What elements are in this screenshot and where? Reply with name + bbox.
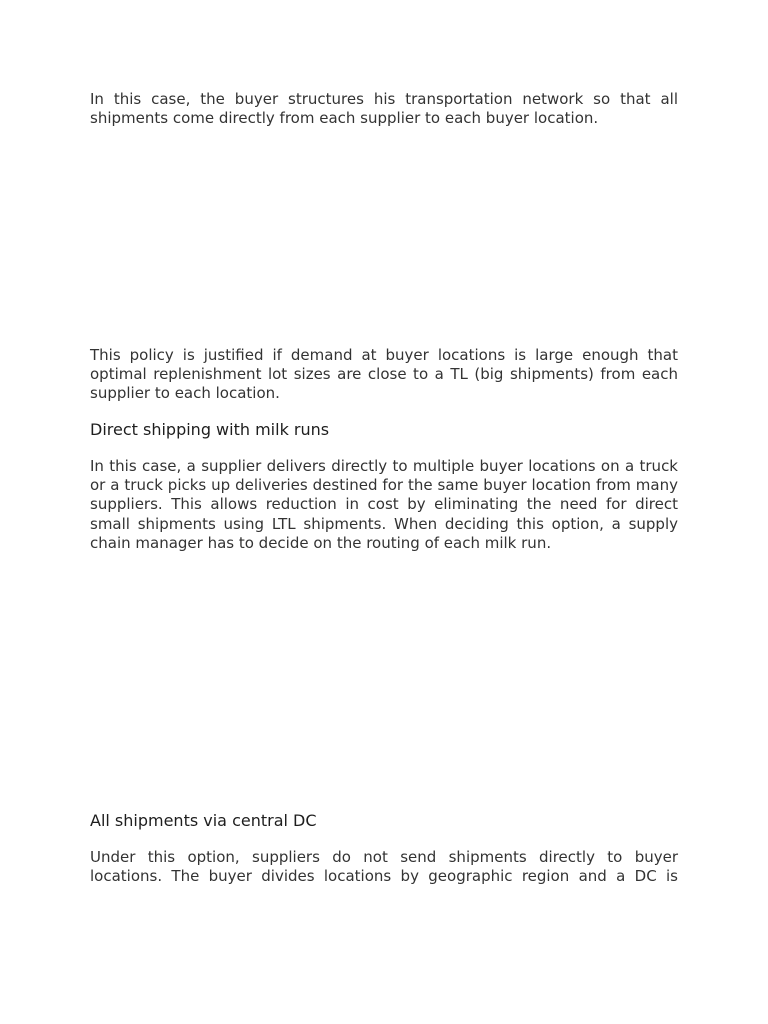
- heading-milk-runs: Direct shipping with milk runs: [90, 420, 330, 439]
- paragraph-direct-shipping-intro: In this case, the buyer structures his transportation network so that all shipments come directly from each supplier to each buyer location.: [90, 90, 678, 128]
- paragraph-milk-runs: In this case, a supplier delivers directly to multiple buyer locations on a truck or a truck picks up deliveries destined for the same buyer location from many suppliers. This allows reduction in cost by eliminating the need for direct small shipments using LTL shipments. When deciding this option, a supply chain manager has to decide on the routing of each milk run.: [90, 457, 678, 552]
- paragraph-central-dc: Under this option, suppliers do not send shipments directly to buyer locations. The buyer divides locations by geographic region and a DC is: [90, 848, 678, 886]
- heading-central-dc: All shipments via central DC: [90, 811, 317, 830]
- paragraph-policy-justification: This policy is justified if demand at buyer locations is large enough that optimal replenishment lot sizes are close to a TL (big shipments) from each supplier to each location.: [90, 346, 678, 403]
